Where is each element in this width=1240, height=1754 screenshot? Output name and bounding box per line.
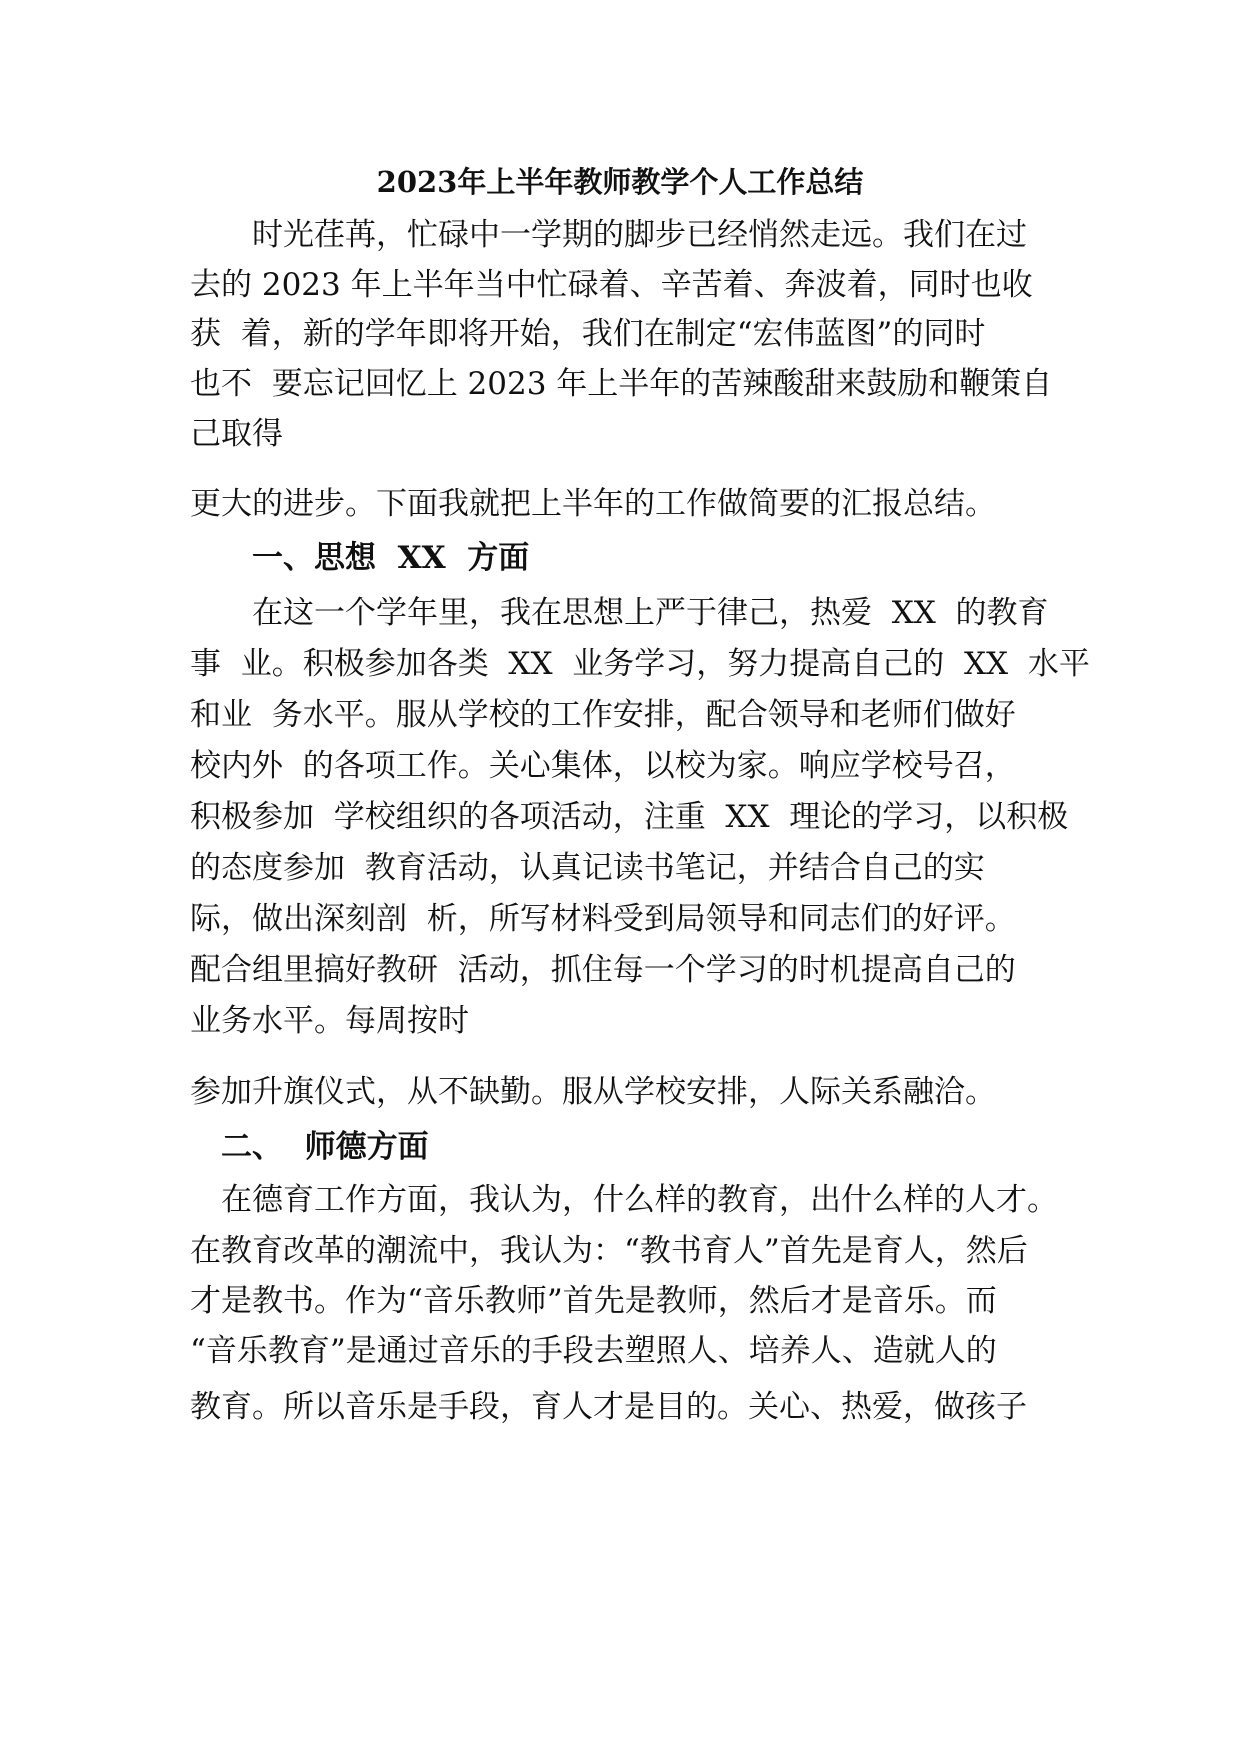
- section1-line-3: 和业 务水平。服从学校的工作安排，配合领导和老师们做好: [190, 697, 1016, 733]
- section1-continued-line-1: 参加升旗仪式，从不缺勤。服从学校安排，人际关系融洽。: [190, 1074, 996, 1110]
- section1-line-6: 的态度参加 教育活动，认真记读书笔记，并结合自己的实: [190, 850, 985, 886]
- section1-line-4: 校内外 的各项工作。关心集体，以校为家。响应学校号召，: [190, 748, 1016, 784]
- section1-line-7: 际，做出深刻剖 析，所写材料受到局领导和同志们的好评。: [190, 901, 1016, 937]
- section2-line-3: 才是教书。作为“音乐教师”首先是教师，然后才是音乐。而: [190, 1283, 997, 1319]
- intro-continued-line-1: 更大的进步。下面我就把上半年的工作做简要的汇报总结。: [190, 486, 996, 522]
- section2-line-1: 在德育工作方面，我认为，什么样的教育，出什么样的人才。: [190, 1182, 1058, 1218]
- section2-line-5: 教育。所以音乐是手段，育人才是目的。关心、热爱，做孩子: [190, 1389, 1027, 1425]
- section2-heading: 二、 师德方面: [190, 1129, 429, 1165]
- intro-line-4: 也不 要忘记回忆上 2023 年上半年的苦辣酸甜来鼓励和鞭策自: [190, 366, 1053, 402]
- section2-line-2: 在教育改革的潮流中，我认为：“教书育人”首先是育人，然后: [190, 1233, 1028, 1269]
- section1-heading: 一、思想 XX 方面: [190, 540, 530, 576]
- document-title: 2023年上半年教师教学个人工作总结: [376, 165, 864, 199]
- section2-line-4: “音乐教育”是通过音乐的手段去塑照人、培养人、造就人的: [190, 1333, 997, 1369]
- section1-line-9: 业务水平。每周按时: [190, 1003, 469, 1039]
- intro-line-2: 去的 2023 年上半年当中忙碌着、辛苦着、奔波着，同时也收: [190, 267, 1033, 303]
- intro-line-5: 己取得: [190, 416, 283, 452]
- section1-line-2: 事 业。积极参加各类 XX 业务学习，努力提高自己的 XX 水平: [190, 646, 1090, 682]
- section1-line-1: 在这一个学年里，我在思想上严于律己，热爱 XX 的教育: [190, 595, 1049, 631]
- section1-line-5: 积极参加 学校组织的各项活动，注重 XX 理论的学习，以积极: [190, 799, 1069, 835]
- section1-line-8: 配合组里搞好教研 活动，抓住每一个学习的时机提高自己的: [190, 952, 1016, 988]
- intro-line-1: 时光荏苒，忙碌中一学期的脚步已经悄然走远。我们在过: [190, 217, 1027, 253]
- intro-line-3: 获 着，新的学年即将开始，我们在制定“宏伟蓝图”的同时: [190, 316, 986, 352]
